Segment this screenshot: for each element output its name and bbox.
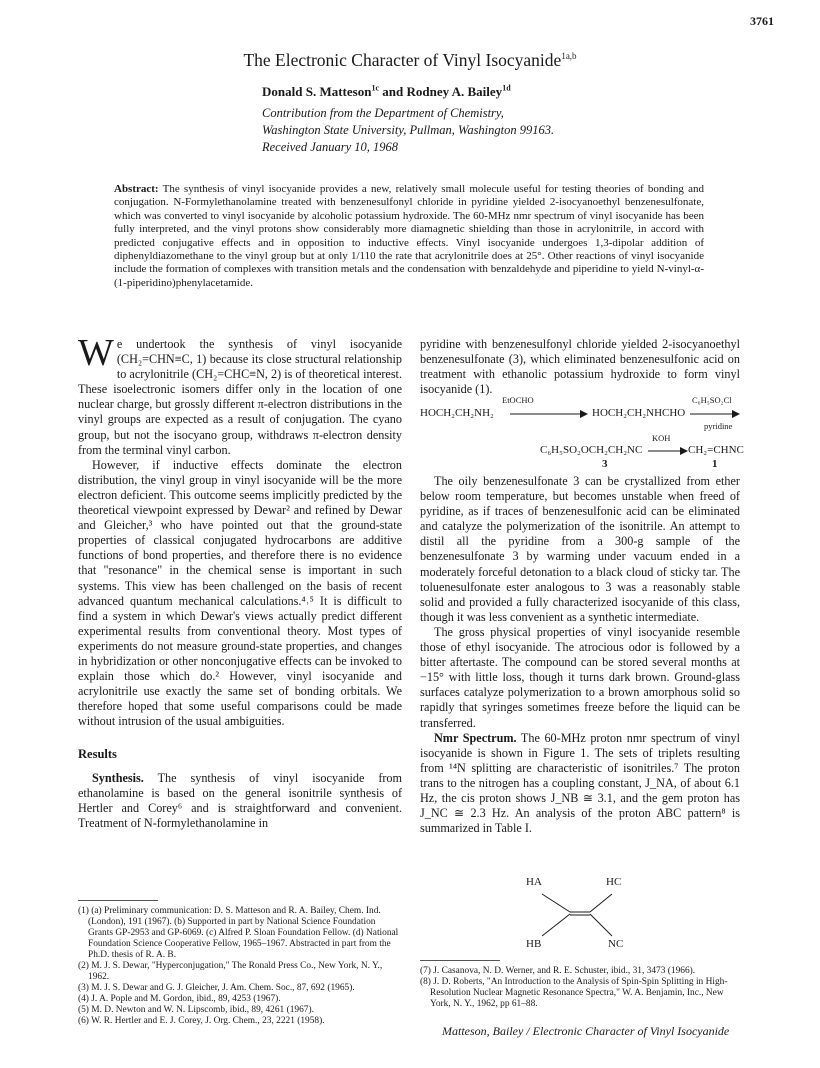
product-vinyl-isocyanide: CH₂=CHNC (688, 444, 744, 456)
footnote-5: (5) M. D. Newton and W. N. Lipscomb, ibid., 89, 4261 (1967). (78, 1005, 314, 1015)
paragraph-physical-properties: The gross physical properties of vinyl isocyanide resemble those of ethyl isocyanide. The atrocious odor is followed by a bitter aftertaste. The compound can be stored several months at −15° with little loss, though it turns dark brown. Ground-glass surfaces catalyze polymerization to a brown amorphous solid so rapidly that syringes sometimes freeze before the liquid can be transferred. (420, 624, 740, 730)
vinyl-structure-diagram (520, 876, 640, 956)
nmr-text: The 60-MHz proton nmr spectrum of vinyl isocyanide is shown in Figure 1. The sets of triplets resulting from ¹⁴N splitting are characteristic of isonitriles.⁷ The proton trans to the nitrogen has a coupling constant, J_NA, of about 6.1 Hz, the cis proton shows J_NB ≅ 3.1, and the gem proton has J_NC ≅ 2.3 Hz. An analysis of the proton ABC pattern⁸ is summarized in Table I. (420, 730, 740, 836)
drop-cap: W (78, 332, 114, 374)
page-number: 3761 (750, 14, 774, 28)
title-text: The Electronic Character of Vinyl Isocyanide (243, 50, 562, 70)
label-nc: NC (608, 938, 624, 950)
left-column (78, 332, 403, 831)
nmr-label: Nmr Spectrum. (434, 730, 517, 745)
label-ha: HA (526, 876, 542, 888)
synthesis-text: The synthesis of vinyl isocyanide from ethanolamine is based on the general isonitrile synthesis of Hertler and Corey⁶ and is straightforward and convenient. Treatment of N-formylethanolamine in (78, 770, 403, 830)
label-compound-3: 3 (602, 458, 608, 470)
reagent-pyridine: pyridine (704, 421, 733, 431)
running-footer: Matteson, Bailey / Electronic Character of Vinyl Isocyanide (442, 1024, 730, 1038)
reaction-arrow-3 (648, 445, 688, 457)
author-1-mark: 1c (371, 83, 379, 93)
author-2: Rodney A. Bailey (406, 84, 503, 99)
title-footnote-mark: 1a,b (561, 51, 577, 62)
paragraph-nmr (420, 731, 740, 837)
authors (262, 84, 511, 100)
footnote-rule-left (78, 900, 158, 901)
abstract-label: Abstract: (114, 183, 159, 195)
reactant-ethanolamine: HOCH₂CH₂NH₂ (420, 407, 494, 419)
intermediate-sulfonate: C₆H₅SO₂OCH₂CH₂NC (540, 444, 643, 456)
footnote-7: (7) J. Casanova, N. D. Werner, and R. E. Schuster, ibid., 31, 3473 (1966). (420, 966, 696, 976)
right-column-top (420, 337, 740, 397)
abstract-text: The synthesis of vinyl isocyanide provides a new, relatively small molecule useful for testing theories of bonding and conjugation. N-Formylethanolamine treated with benzenesulfonyl chloride in pyridine yielded 2-isocyanoethyl benzenesulfonate, which was converted to vinyl isocyanide by alcoholic potassium hydroxide. The 60-MHz nmr spectrum of vinyl isocyanide has been fully interpreted, and the vinyl protons show considerably more diamagnetic shielding than those in acrylonitrile, in accord with predicted conjugative effects and in opposition to inductive effects. Vinyl isocyanide undergoes 1,3-dipolar addition of diphenyldiazomethane to the vinyl group but at only 1/110 the rate that acrylonitrile does at 25°. Other reactions of vinyl isocyanide include the formation of complexes with transition metals and the condensation with benzaldehyde and piperidine to yield N-vinyl-α-(1-piperidino)phenylacetamide. (114, 183, 704, 289)
authors-joiner: and (382, 84, 404, 99)
right-column-body (420, 474, 740, 836)
synthesis-paragraph (78, 771, 402, 831)
synthesis-continued: pyridine with benzenesulfonyl chloride yielded 2-isocyanoethyl benzenesulfonate (3), which eliminated benzenesulfonic acid on treatment with ethanolic potassium hydroxide to form vinyl isocyanide (1). (420, 337, 740, 397)
abstract (114, 183, 704, 290)
intro-text: e undertook the synthesis of vinyl isocyanide (CH₂=CHN≡C, 1) because its close structural relationship to acrylonitrile (CH₂=CHC≡N, 2) is of theoretical interest. These isoelectronic isomers differ only in the location of one nuclear charge, but grossly different π-electron distributions in the vinyl groups are expected as a result of conjugation. The cyano group, but not the isocyano group, withdraws π-electron density from the terminal vinyl carbon. (78, 337, 402, 457)
reaction-arrow-1 (510, 408, 588, 420)
synthesis-label: Synthesis. (92, 770, 144, 785)
footnotes-left (78, 906, 402, 1027)
footnote-3: (3) M. J. S. Dewar and G. J. Gleicher, J. Am. Chem. Soc., 87, 692 (1965). (78, 983, 355, 993)
author-1: Donald S. Matteson (262, 84, 372, 99)
affiliation-line-1: Contribution from the Department of Chemistry, (262, 106, 504, 120)
article-title (0, 50, 820, 71)
label-hb: HB (526, 938, 542, 950)
received-date: Received January 10, 1968 (262, 140, 399, 154)
paragraph-benzenesulfonate: The oily benzenesulfonate 3 can be crystallized from ether below room temperature, but becomes unstable when freed of pyridine, as if traces of benzenesulfonic acid can be eliminated and catalyze the polymerization of the isonitrile. An attempt to distil all the pyridine from a 300-g sample of the benzenesulfonate 3 by warming under vacuum ended in a moderately forceful detonation to a black cloud of sticky tar. The toluenesulfonate ester analogous to 3 was a reasonably stable solid and provided a fully characterized isocyanide of this class, though it was less convenient as a synthetic intermediate. (420, 474, 740, 624)
reaction-arrow-2 (690, 408, 740, 420)
reagent-koh: KOH (652, 433, 671, 443)
reaction-scheme (420, 395, 744, 471)
footnote-8: (8) J. D. Roberts, "An Introduction to the Analysis of Spin-Spin Splitting in High-Resolution Nuclear Magnetic Resonance Spectra," W. A. Benjamin, Inc., New York, N. Y., 1962, pp 61–88. (420, 977, 728, 1009)
affiliation-line-2: Washington State University, Pullman, Washington 99163. (262, 123, 555, 137)
label-compound-1: 1 (712, 458, 718, 470)
reagent-etocho: EtOCHO (502, 395, 534, 405)
reagent-sulfonyl-chloride: C₆H₅SO₂Cl (692, 395, 732, 405)
author-2-mark: 1d (502, 83, 511, 93)
intro-paragraph (78, 332, 402, 458)
footnote-2: (2) M. J. S. Dewar, "Hyperconjugation," The Ronald Press Co., New York, N. Y., 1962. (78, 961, 383, 982)
footnote-4: (4) J. A. Pople and M. Gordon, ibid., 89, 4253 (1967). (78, 994, 281, 1004)
footnote-rule-right (420, 960, 500, 961)
label-hc: HC (606, 876, 622, 888)
footnote-1: (1) (a) Preliminary communication: D. S. Matteson and R. A. Bailey, Chem. Ind. (London), 191 (1967). (b) Supported in part by National Science Foundation Grants GP-2953 and GP-6069. (c) Alfred P. Sloan Foundation Fellow. (d) National Foundation Science Cooperative Fellow, 1965–1967. Abstracted in part from the Ph.D. thesis of R. A. B. (78, 906, 399, 960)
footnotes-right (420, 966, 740, 1010)
product-formylethanolamine: HOCH₂CH₂NHCHO (592, 407, 686, 419)
results-heading: Results (78, 747, 117, 762)
footnote-6: (6) W. R. Hertler and E. J. Corey, J. Org. Chem., 23, 2221 (1958). (78, 1016, 325, 1026)
paragraph-inductive: However, if inductive effects dominate the electron distribution, the vinyl group in vinyl isocyanide will be the more electron deficient. This outcome seems implicitly predicted by the theoretical viewpoint expressed by Dewar² and refined by Dewar and Gleicher,³ who have pointed out that the ground-state properties of classical conjugated hydrocarbons are additive functions of bond properties, and therefore there is no evidence that "resonance" in the chemical sense is important in such systems. This view has been challenged on the basis of recent advanced quantum mechanical calculations.⁴˒⁵ It is difficult to find a system in which Dewar's views actually predict different experimental results from conventional theory. Most types of experiments do not measure ground-state properties, and changes in hybridization or other nonconjugative effects can be invoked to explain those which do.² However, vinyl isocyanide and acrylonitrile use exactly the same set of bonding orbitals. We therefore hoped that some useful comparisons could be made without intrusion of the usual ambiguities. (78, 457, 402, 729)
affiliation (262, 105, 554, 156)
